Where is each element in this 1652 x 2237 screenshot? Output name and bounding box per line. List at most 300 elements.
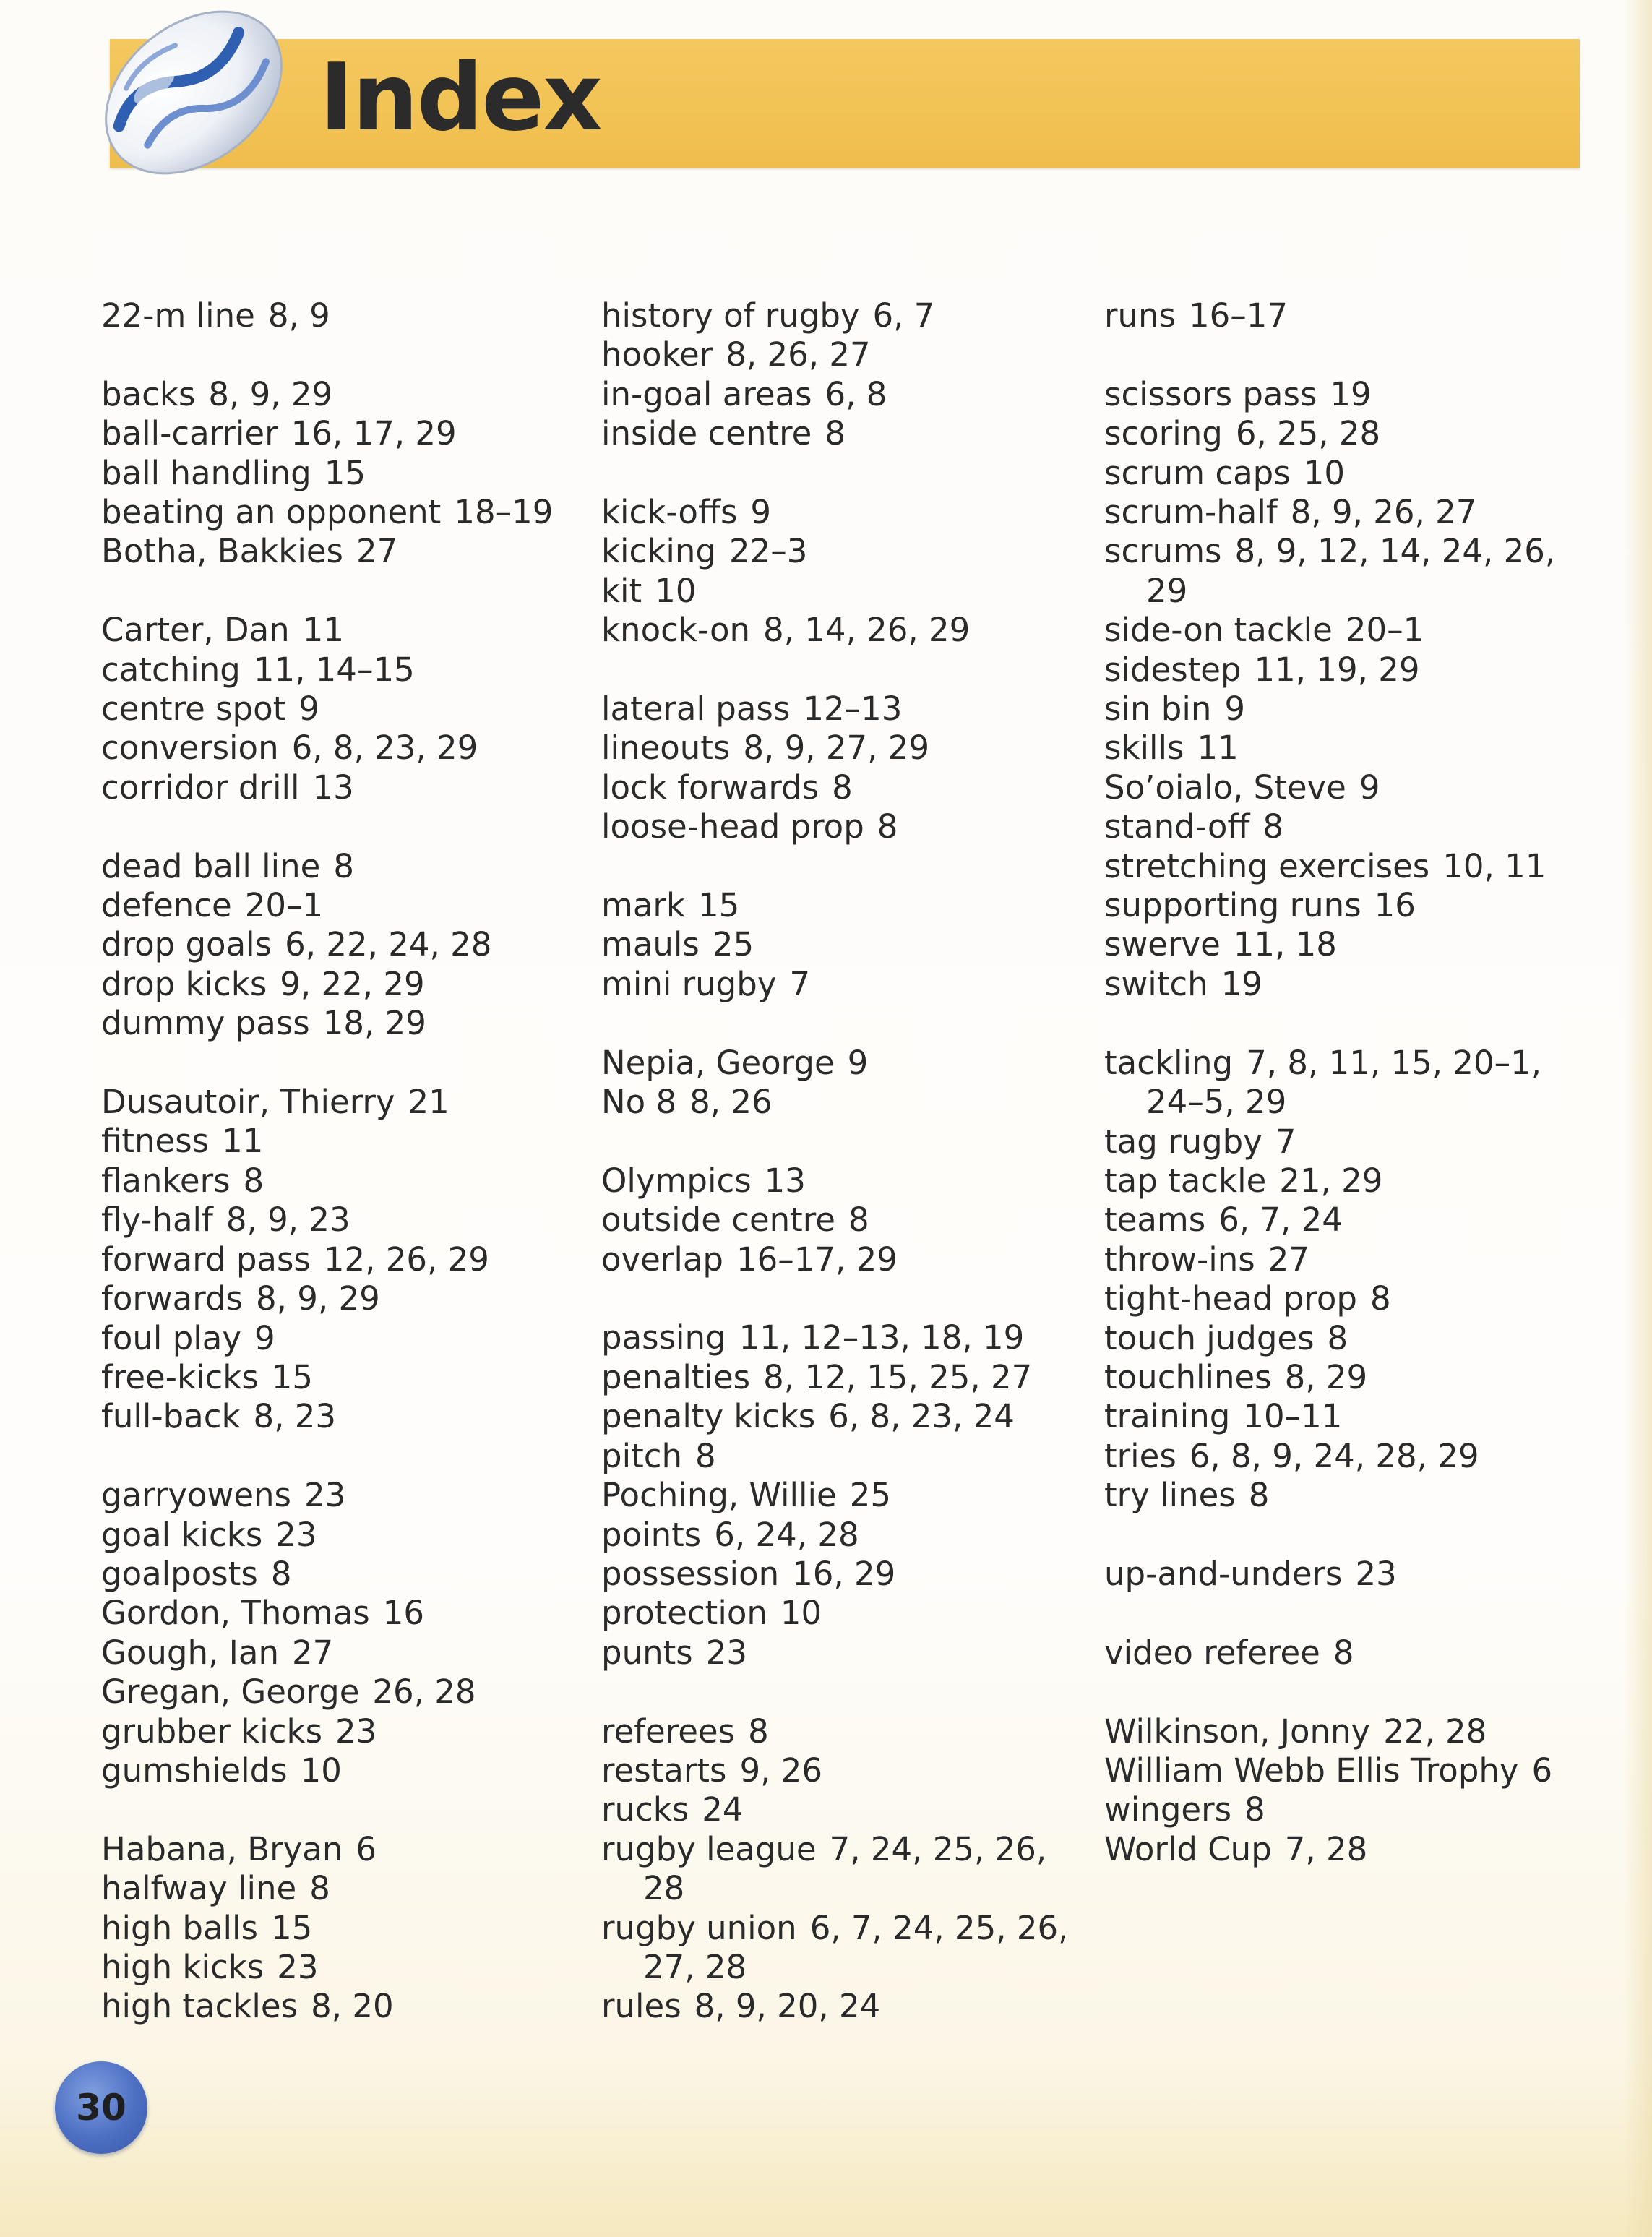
index-term: lineouts [601, 729, 731, 768]
index-entry [101, 1162, 578, 1201]
index-pages: 8 [1244, 1790, 1265, 1829]
index-entry [601, 296, 1093, 335]
index-entry [1104, 1358, 1581, 1397]
index-pages: 25 [849, 1476, 891, 1515]
index-group [601, 1712, 1093, 2027]
index-pages: 9, 22, 29 [280, 964, 425, 1003]
index-term: rugby league [601, 1829, 817, 1868]
index-entry [101, 847, 578, 886]
index-term: throw-ins [1104, 1240, 1255, 1279]
index-entry [101, 493, 578, 532]
index-term: wingers [1104, 1790, 1232, 1829]
index-entry [1104, 1201, 1581, 1240]
index-entry [101, 1201, 578, 1240]
index-group [101, 1476, 578, 1790]
index-term: dummy pass [101, 1004, 310, 1043]
index-entry [601, 1083, 1093, 1122]
index-term: knock-on [601, 611, 751, 650]
page-number: 30 [76, 2087, 126, 2129]
index-entry [601, 1790, 1093, 1829]
index-pages: 9 [298, 690, 319, 729]
index-entry [601, 1633, 1093, 1673]
index-pages: 10 [655, 571, 697, 610]
index-pages: 11 [302, 611, 344, 650]
index-term: restarts [601, 1751, 727, 1790]
index-pages: 10 [1303, 453, 1345, 492]
index-entry [101, 1319, 578, 1358]
index-term: kick-offs [601, 493, 738, 532]
index-term: touch judges [1104, 1318, 1315, 1357]
index-entry [101, 1948, 578, 1987]
index-term: sidestep [1104, 650, 1242, 689]
index-pages: 6, 24, 28 [714, 1515, 859, 1554]
index-entry [101, 296, 578, 335]
index-pages: 23 [1355, 1554, 1397, 1593]
index-pages: 23 [304, 1476, 346, 1515]
index-pages: 11 [222, 1122, 264, 1161]
index-entry [601, 925, 1093, 964]
index-entry [101, 1358, 578, 1397]
index-term: free-kicks [101, 1357, 259, 1396]
index-entry [1104, 493, 1581, 532]
index-term: penalty kicks [601, 1397, 816, 1436]
index-term: Habana, Bryan [101, 1829, 343, 1868]
index-term: history of rugby [601, 296, 860, 335]
index-entry [101, 1751, 578, 1790]
index-pages: 8 [309, 1869, 330, 1908]
index-entry [1104, 611, 1581, 650]
index-pages: 15 [271, 1357, 314, 1396]
index-group [601, 493, 1093, 651]
index-pages: 8 [877, 807, 898, 846]
index-group [101, 611, 578, 807]
index-pages: 9 [750, 493, 772, 532]
index-term: tackling [1104, 1043, 1234, 1082]
index-entry [1104, 1162, 1581, 1201]
index-pages: 11, 18 [1233, 925, 1337, 964]
index-term: Carter, Dan [101, 611, 290, 650]
index-term: forward pass [101, 1240, 311, 1279]
index-entry [601, 729, 1093, 768]
index-term: corridor drill [101, 768, 300, 807]
index-entry [1104, 1240, 1581, 1279]
index-entry [601, 335, 1093, 374]
index-pages: 19 [1221, 964, 1262, 1003]
index-pages: 8, 9, 20, 24 [694, 1987, 881, 2026]
index-term: video referee [1104, 1633, 1320, 1672]
index-pages: 6, 25, 28 [1235, 414, 1381, 453]
index-term: Botha, Bakkies [101, 532, 343, 571]
index-term: outside centre [601, 1201, 835, 1240]
index-entry [101, 965, 578, 1004]
index-pages: 9, 26 [739, 1751, 822, 1790]
index-entry [101, 1122, 578, 1161]
index-pages: 11, 12–13, 18, 19 [739, 1318, 1025, 1357]
index-entry [101, 532, 578, 571]
index-term: Poching, Willie [601, 1476, 837, 1515]
index-pages: 9 [1359, 768, 1380, 807]
index-entry [601, 768, 1093, 807]
index-term: drop goals [101, 925, 272, 964]
index-pages: 11 [1197, 729, 1239, 768]
index-term: hooker [601, 335, 713, 374]
index-pages: 20–1 [244, 886, 324, 925]
index-entry [1104, 768, 1581, 807]
index-entry [1104, 296, 1581, 335]
page-number-badge [55, 2061, 147, 2154]
index-entry [601, 1830, 1093, 1909]
index-entry [601, 1516, 1093, 1555]
index-entry [101, 1476, 578, 1515]
index-column-3 [1104, 296, 1581, 1909]
index-entry [101, 454, 578, 493]
index-group [1104, 1044, 1581, 1516]
index-entry [101, 1673, 578, 1712]
index-pages: 26, 28 [372, 1673, 476, 1712]
index-entry [101, 925, 578, 964]
index-term: sin bin [1104, 690, 1212, 729]
index-term: Olympics [601, 1161, 752, 1200]
index-pages: 15 [697, 886, 740, 925]
index-term: high tackles [101, 1987, 298, 2026]
index-pages: 8, 14, 26, 29 [763, 611, 971, 650]
index-term: 22-m line [101, 296, 255, 335]
index-term: fitness [101, 1122, 210, 1161]
index-term: World Cup [1104, 1829, 1272, 1868]
index-entry [1104, 532, 1581, 611]
index-pages: 8 [1369, 1279, 1391, 1318]
index-entry [101, 414, 578, 453]
index-term: Wilkinson, Jonny [1104, 1712, 1371, 1751]
index-term: centre spot [101, 690, 286, 729]
index-pages: 10 [780, 1594, 822, 1633]
index-pages: 22–3 [728, 532, 808, 571]
index-pages: 10 [300, 1751, 342, 1790]
index-entry [1104, 1397, 1581, 1436]
index-pages: 8, 9, 29 [208, 374, 333, 413]
index-entry [601, 1712, 1093, 1751]
index-entry [1104, 690, 1581, 729]
index-pages: 8, 20 [311, 1987, 394, 2026]
index-term: rucks [601, 1790, 689, 1829]
index-term: high balls [101, 1908, 259, 1947]
index-entry [101, 886, 578, 925]
index-pages: 8 [748, 1712, 769, 1751]
index-group [1104, 375, 1581, 1005]
index-entry [601, 1987, 1093, 2026]
index-entry [1104, 925, 1581, 964]
index-pages: 8 [333, 846, 354, 885]
index-pages: 8, 9, 27, 29 [743, 729, 929, 768]
index-term: points [601, 1515, 702, 1554]
index-term: tight-head prop [1104, 1279, 1357, 1318]
index-term: protection [601, 1594, 767, 1633]
index-pages: 16–17 [1189, 296, 1289, 335]
index-term: rugby union [601, 1908, 797, 1947]
index-term: tag rugby [1104, 1122, 1262, 1161]
index-entry [601, 611, 1093, 650]
index-term: catching [101, 650, 241, 689]
index-pages: 8, 9, 26, 27 [1290, 493, 1477, 532]
index-term: fly-half [101, 1201, 213, 1240]
index-term: mini rugby [601, 964, 777, 1003]
index-term: Gough, Ian [101, 1633, 279, 1672]
index-pages: 8 [1333, 1633, 1354, 1672]
index-term: overlap [601, 1240, 723, 1279]
index-term: backs [101, 374, 196, 413]
index-pages: 22, 28 [1383, 1712, 1487, 1751]
index-pages: 19 [1330, 374, 1372, 413]
index-pages: 16 [1374, 886, 1416, 925]
index-term: teams [1104, 1201, 1206, 1240]
index-term: kicking [601, 532, 716, 571]
index-group [601, 1162, 1093, 1279]
index-entry [601, 1437, 1093, 1476]
index-term: ball-carrier [101, 414, 278, 453]
index-pages: 8 [1262, 807, 1283, 846]
index-term: tap tackle [1104, 1161, 1267, 1200]
index-pages: 8, 29 [1284, 1357, 1368, 1396]
index-group [601, 690, 1093, 847]
index-entry [1104, 965, 1581, 1004]
index-column-2 [601, 296, 1093, 2066]
index-term: swerve [1104, 925, 1221, 964]
index-entry [1104, 1790, 1581, 1829]
index-term: up-and-unders [1104, 1554, 1343, 1593]
index-entry [1104, 847, 1581, 886]
rugby-ball-icon [100, 4, 288, 181]
index-pages: 8, 23 [253, 1397, 337, 1436]
index-group [601, 1044, 1093, 1122]
index-group [101, 375, 578, 572]
index-entry [101, 651, 578, 690]
index-entry [101, 1516, 578, 1555]
index-entry [101, 729, 578, 768]
index-pages: 21, 29 [1279, 1161, 1383, 1200]
index-term: garryowens [101, 1476, 291, 1515]
index-term: scrum-half [1104, 493, 1278, 532]
index-pages: 7, 24, 25, 26, 28 [643, 1829, 1047, 1908]
index-pages: 8 [832, 768, 853, 807]
index-pages: 8, 9 [267, 296, 330, 335]
index-term: ball handling [101, 453, 311, 492]
index-pages: 15 [324, 453, 366, 492]
index-entry [101, 1987, 578, 2026]
index-pages: 8, 12, 15, 25, 27 [763, 1357, 1033, 1396]
index-entry [101, 1869, 578, 1908]
index-entry [1104, 886, 1581, 925]
index-term: try lines [1104, 1476, 1236, 1515]
index-entry [601, 1318, 1093, 1357]
index-entry [1104, 1555, 1581, 1594]
index-pages: 16 [382, 1594, 424, 1633]
index-entry [101, 1712, 578, 1751]
index-term: high kicks [101, 1947, 264, 1986]
index-term: William Webb Ellis Trophy [1104, 1751, 1519, 1790]
index-term: lateral pass [601, 690, 791, 729]
index-term: goal kicks [101, 1515, 263, 1554]
index-entry [1104, 1633, 1581, 1673]
index-pages: 13 [312, 768, 354, 807]
index-entry [601, 1201, 1093, 1240]
index-term: touchlines [1104, 1357, 1272, 1396]
index-entry [601, 1240, 1093, 1279]
index-entry [601, 375, 1093, 414]
index-pages: 9 [1224, 690, 1245, 729]
index-entry [601, 1397, 1093, 1436]
index-term: side-on tackle [1104, 611, 1333, 650]
index-term: Gordon, Thomas [101, 1594, 370, 1633]
index-entry [601, 690, 1093, 729]
index-pages: 23 [275, 1515, 317, 1554]
index-pages: 6 [1531, 1751, 1553, 1790]
index-pages: 16–17, 29 [736, 1240, 898, 1279]
index-term: stretching exercises [1104, 846, 1430, 885]
index-pages: 27 [356, 532, 398, 571]
index-term: rules [601, 1987, 681, 2026]
index-term: mauls [601, 925, 700, 964]
index-group [1104, 1555, 1581, 1594]
index-group [101, 847, 578, 1044]
index-entry [601, 1162, 1093, 1201]
index-term: tries [1104, 1436, 1176, 1475]
index-entry [601, 1751, 1093, 1790]
index-pages: 8 [1327, 1318, 1348, 1357]
index-entry [101, 1240, 578, 1279]
index-pages: 25 [712, 925, 754, 964]
index-term: halfway line [101, 1869, 297, 1908]
index-term: mark [601, 886, 685, 925]
index-pages: 7 [1275, 1122, 1296, 1161]
index-entry [1104, 1279, 1581, 1318]
index-entry [1104, 375, 1581, 414]
index-entry [1104, 414, 1581, 453]
index-entry [101, 1083, 578, 1122]
index-pages: 15 [271, 1908, 313, 1947]
index-entry [601, 886, 1093, 925]
index-entry [101, 611, 578, 650]
index-pages: 8 [848, 1201, 869, 1240]
index-entry [601, 965, 1093, 1004]
index-pages: 8 [1248, 1476, 1270, 1515]
index-group [601, 296, 1093, 454]
index-term: forwards [101, 1279, 243, 1318]
index-group [101, 1083, 578, 1437]
index-pages: 10–11 [1243, 1397, 1343, 1436]
index-entry [101, 1279, 578, 1318]
index-entry [1104, 1044, 1581, 1122]
index-term: Dusautoir, Thierry [101, 1083, 395, 1122]
index-entry [601, 1044, 1093, 1083]
index-term: dead ball line [101, 846, 321, 885]
index-pages: 11, 19, 29 [1254, 650, 1420, 689]
index-pages: 6, 7, 24 [1218, 1201, 1343, 1240]
index-pages: 16, 17, 29 [291, 414, 457, 453]
index-term: scoring [1104, 414, 1223, 453]
index-pages: 6, 8, 23, 29 [291, 729, 478, 768]
index-term: defence [101, 886, 232, 925]
index-term: Nepia, George [601, 1043, 835, 1082]
index-entry [1104, 729, 1581, 768]
index-entry [101, 1594, 578, 1633]
index-column-1 [101, 296, 578, 2066]
index-group [1104, 1633, 1581, 1673]
index-pages: 6, 7 [872, 296, 935, 335]
index-entry [601, 1555, 1093, 1594]
page-edge-shading [1623, 0, 1652, 2237]
index-term: beating an opponent [101, 493, 442, 532]
index-term: So’oialo, Steve [1104, 768, 1346, 807]
index-pages: 7, 28 [1284, 1829, 1368, 1868]
index-term: in-goal areas [601, 374, 812, 413]
index-pages: 6 [356, 1829, 377, 1868]
index-pages: 8 [694, 1436, 716, 1475]
index-entry [1104, 651, 1581, 690]
index-pages: 6, 22, 24, 28 [285, 925, 492, 964]
index-entry [101, 768, 578, 807]
index-term: loose-head prop [601, 807, 864, 846]
index-pages: 18–19 [454, 493, 554, 532]
index-entry [101, 690, 578, 729]
index-entry [1104, 1319, 1581, 1358]
index-term: flankers [101, 1161, 231, 1200]
index-pages: 21 [408, 1083, 449, 1122]
index-term: lock forwards [601, 768, 819, 807]
index-term: inside centre [601, 414, 812, 453]
index-term: punts [601, 1633, 693, 1672]
index-term: pitch [601, 1436, 682, 1475]
index-term: No 8 [601, 1083, 677, 1122]
index-pages: 23 [335, 1712, 377, 1751]
index-group [101, 296, 578, 335]
index-pages: 8, 9, 29 [255, 1279, 380, 1318]
index-entry [1104, 454, 1581, 493]
index-term: scissors pass [1104, 374, 1317, 413]
index-term: Gregan, George [101, 1673, 360, 1712]
index-group [1104, 1712, 1581, 1870]
index-pages: 9 [847, 1043, 869, 1082]
index-term: supporting runs [1104, 886, 1361, 925]
index-entry [1104, 1122, 1581, 1162]
index-entry [101, 1830, 578, 1869]
index-pages: 6, 8 [825, 374, 887, 413]
index-pages: 18, 29 [322, 1004, 426, 1043]
index-entry [101, 375, 578, 414]
index-entry [101, 1555, 578, 1594]
index-pages: 20–1 [1345, 611, 1424, 650]
index-entry [1104, 1830, 1581, 1869]
index-term: scrums [1104, 532, 1222, 571]
index-entry [1104, 1751, 1581, 1790]
index-pages: 8 [243, 1161, 264, 1200]
index-pages: 23 [277, 1947, 319, 1986]
index-entry [1104, 1476, 1581, 1515]
index-term: full-back [101, 1397, 241, 1436]
index-group [601, 1318, 1093, 1673]
index-pages: 12, 26, 29 [323, 1240, 489, 1279]
index-entry [601, 414, 1093, 453]
index-entry [601, 572, 1093, 611]
index-term: switch [1104, 964, 1208, 1003]
index-term: stand-off [1104, 807, 1250, 846]
index-entry [601, 807, 1093, 846]
index-pages: 6, 8, 23, 24 [828, 1397, 1015, 1436]
index-entry [601, 1358, 1093, 1397]
index-term: skills [1104, 729, 1184, 768]
index-entry [601, 1909, 1093, 1988]
index-entry [101, 1909, 578, 1948]
index-group [101, 1830, 578, 2027]
